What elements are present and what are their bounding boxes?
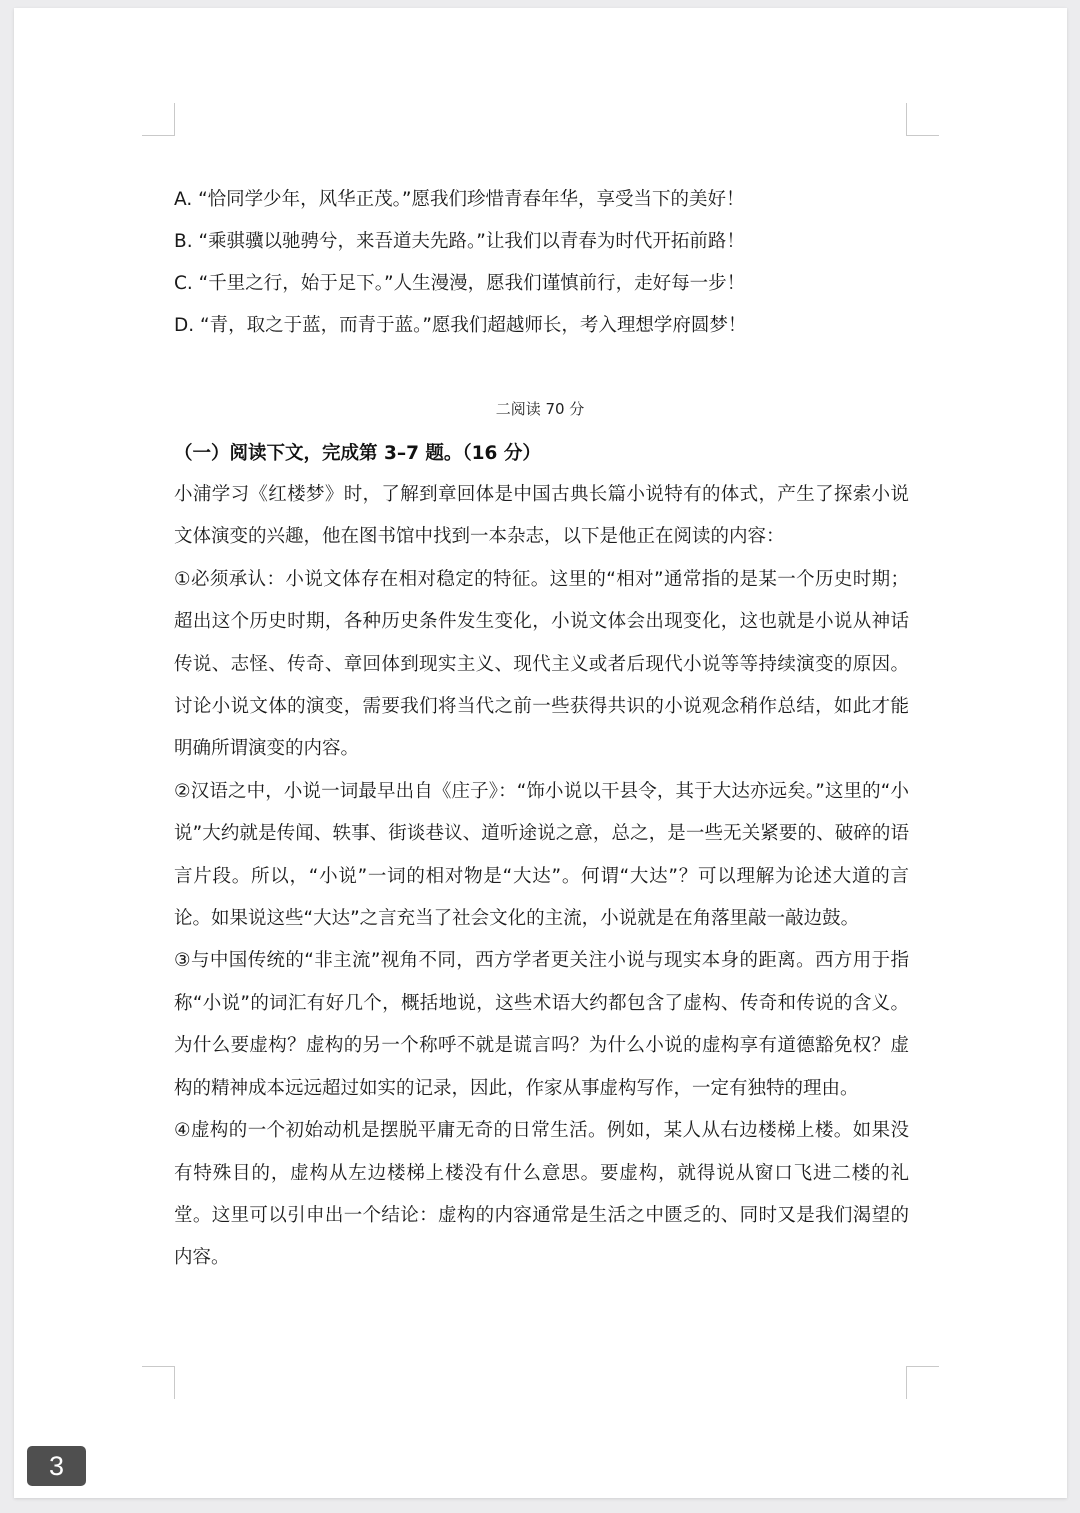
crop-mark-bottom-right (906, 1366, 939, 1399)
answer-options (174, 179, 909, 347)
crop-mark-bottom-left (142, 1366, 175, 1399)
page-number-badge: 3 (27, 1446, 86, 1486)
passage-paragraph-2: ②汉语之中，小说一词最早出自《庄子》：“饰小说以干县令，其于大达亦远矣。”这里的“小说”大约就是传闻、轶事、街谈巷议、道听途说之意，总之，是一些无关紧要的、破碎的语言片段。所以，“小说”一词的相对物是“大达”。何谓“大达”？可以理解为论述大道的言论。如果说这些“大达”之言充当了社会文化的主流，小说就是在角落里敲一敲边鼓。 (174, 780, 909, 930)
option-d: D. “青，取之于蓝，而青于蓝。”愿我们超越师长，考入理想学府圆梦！ (174, 315, 747, 336)
option-b: B. “乘骐骥以驰骋兮，来吾道夫先路。”让我们以青春为时代开拓前路！ (174, 231, 745, 252)
passage-paragraph-1: ①必须承认：小说文体存在相对稳定的特征。这里的“相对”通常指的是某一个历史时期；超出这个历史时期，各种历史条件发生变化，小说文体会出现变化，这也就是小说从神话传说、志怪、传奇、章回体到现实主义、现代主义或者后现代小说等等持续演变的原因。讨论小说文体的演变，需要我们将当代之前一些获得共识的小说观念稍作总结，如此才能明确所谓演变的内容。 (174, 568, 909, 760)
passage-paragraph-3: ③与中国传统的“非主流”视角不同，西方学者更关注小说与现实本身的距离。西方用于指称“小说”的词汇有好几个，概括地说，这些术语大约都包含了虚构、传奇和传说的含义。为什么要虚构？虚构的另一个称呼不就是谎言吗？为什么小说的虚构享有道德豁免权？虚构的精神成本远远超过如实的记录，因此，作家从事虚构写作，一定有独特的理由。 (174, 950, 909, 1099)
option-a: A. “恰同学少年，风华正茂。”愿我们珍惜青春年华，享受当下的美好！ (174, 189, 745, 210)
passage-paragraph-4: ④虚构的一个初始动机是摆脱平庸无奇的日常生活。例如，某人从右边楼梯上楼。如果没有特殊目的，虚构从左边楼梯上楼没有什么意思。要虚构，就得说从窗口飞进二楼的礼堂。这里可以引申出一个结论：虚构的内容通常是生活之中匮乏的、同时又是我们渴望的内容。 (174, 1120, 909, 1269)
option-c: C. “千里之行，始于足下。”人生漫漫，愿我们谨慎前行，走好每一步！ (174, 273, 746, 294)
passage-intro: 小浦学习《红楼梦》时，了解到章回体是中国古典长篇小说特有的体式，产生了探索小说文体演变的兴趣，他在图书馆中找到一本杂志，以下是他正在阅读的内容： (174, 484, 909, 548)
reading-passage (174, 474, 909, 1280)
crop-mark-top-left (142, 103, 175, 136)
reading-sub-heading: （一）阅读下文，完成第 3–7 题。（16 分） (174, 443, 541, 464)
section-title: 二阅读 70 分 (495, 400, 585, 418)
crop-mark-top-right (906, 103, 939, 136)
